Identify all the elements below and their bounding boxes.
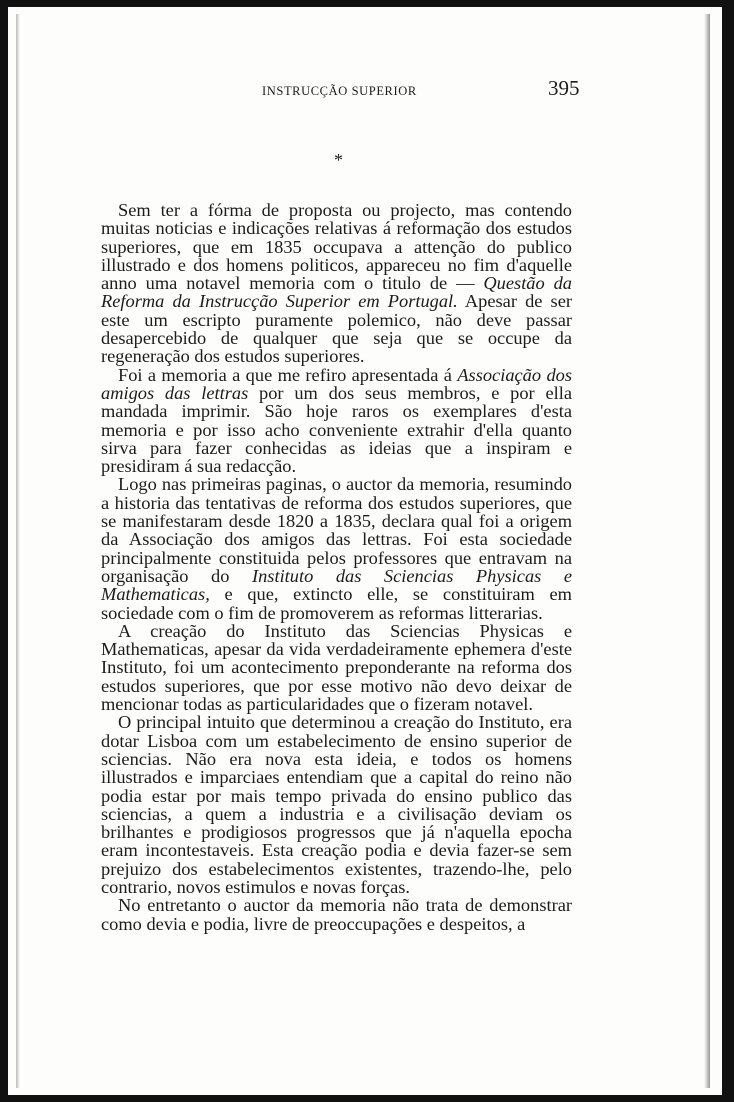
text-run: O principal intuito que determinou a creação do Instituto, era dotar Lisboa com um estabelecimento de ensino superior de sciencias. Não era nova esta ideia, e todos os homens illustrados e imparciaes entendiam que a capital do reino não podia estar por mais tempo privada do ensino publico das sciencias, a quem a industria e a civilisação deviam os brilhantes e prodigiosos progressos que já n'aquella epocha eram incontestaveis. Esta creação podia e devia fazer-se sem prejuizo dos estabelecimentos existentes, trazendo-lhe, pelo contrario, novos estimulos e novas forças. bbox=[101, 712, 572, 897]
italic-title: Instituto das Sciencias Physicas e Mathematicas, bbox=[101, 565, 573, 605]
text-run: Logo nas primeiras paginas, o auctor da memoria, resumindo a historia das tentativas de reforma dos estudos superiores, que se manifestaram desde 1820 a 1835, declara qual foi a origem da Associação dos amigos das lettras. Foi esta sociedade principalmente constituida pelos professores que entravam na organisação do bbox=[101, 474, 572, 586]
paragraph bbox=[101, 201, 572, 366]
italic-title: Questão da Reforma da Instrucção Superior em Portugal. bbox=[101, 273, 572, 312]
paragraph bbox=[101, 622, 572, 713]
text-run: por um dos seus membros, e por ella mandada imprimir. São hoje raros os exemplares d'esta memoria e por isso acho conveniente extrahir d'ella quanto sirva para fazer conhecidas as ideias que a inspiram e presidiram á sua redacção. bbox=[101, 382, 572, 477]
text-run: Sem ter a fórma de proposta ou projecto, mas contendo muitas noticias e indicações relativas á reformação dos estudos superiores, que em 1835 occupava a attenção do publico illustrado e dos homens politicos, appareceu no fim d'aquelle anno uma notavel memoria com o titulo de — bbox=[101, 200, 572, 294]
text-run: Apesar de ser este um escripto puramente polemico, não deve passar desapercebido de qualquer que seja que se occupe da regeneração dos estudos superiores. bbox=[101, 291, 572, 367]
running-title: INSTRUCÇÃO SUPERIOR bbox=[262, 84, 417, 98]
italic-title: Associação dos amigos das lettras bbox=[101, 364, 572, 403]
text-run: Foi a memoria a que me refiro apresentada á bbox=[118, 364, 458, 385]
page-number: 395 bbox=[548, 76, 580, 100]
body-text bbox=[101, 201, 572, 933]
section-ornament: * bbox=[334, 150, 343, 170]
text-run: No entretanto o auctor da memoria não trata de demonstrar como devia e podia, livre de preoccupações e despeitos, a bbox=[101, 895, 572, 934]
text-run: e que, extincto elle, se constituiram em sociedade com o fim de promoverem as reformas litterarias. bbox=[101, 584, 572, 623]
paragraph bbox=[101, 713, 572, 896]
paragraph bbox=[101, 366, 572, 476]
paragraph bbox=[101, 475, 572, 621]
paragraph bbox=[101, 896, 572, 933]
text-run: A creação do Instituto das Sciencias Physicas e Mathematicas, apesar da vida verdadeiramente ephemera d'este Instituto, foi um acontecimento preponderante na reforma dos estudos superiores, que por esse motivo não devo deixar de mencionar todas as particularidades que o fizeram notavel. bbox=[101, 620, 572, 715]
